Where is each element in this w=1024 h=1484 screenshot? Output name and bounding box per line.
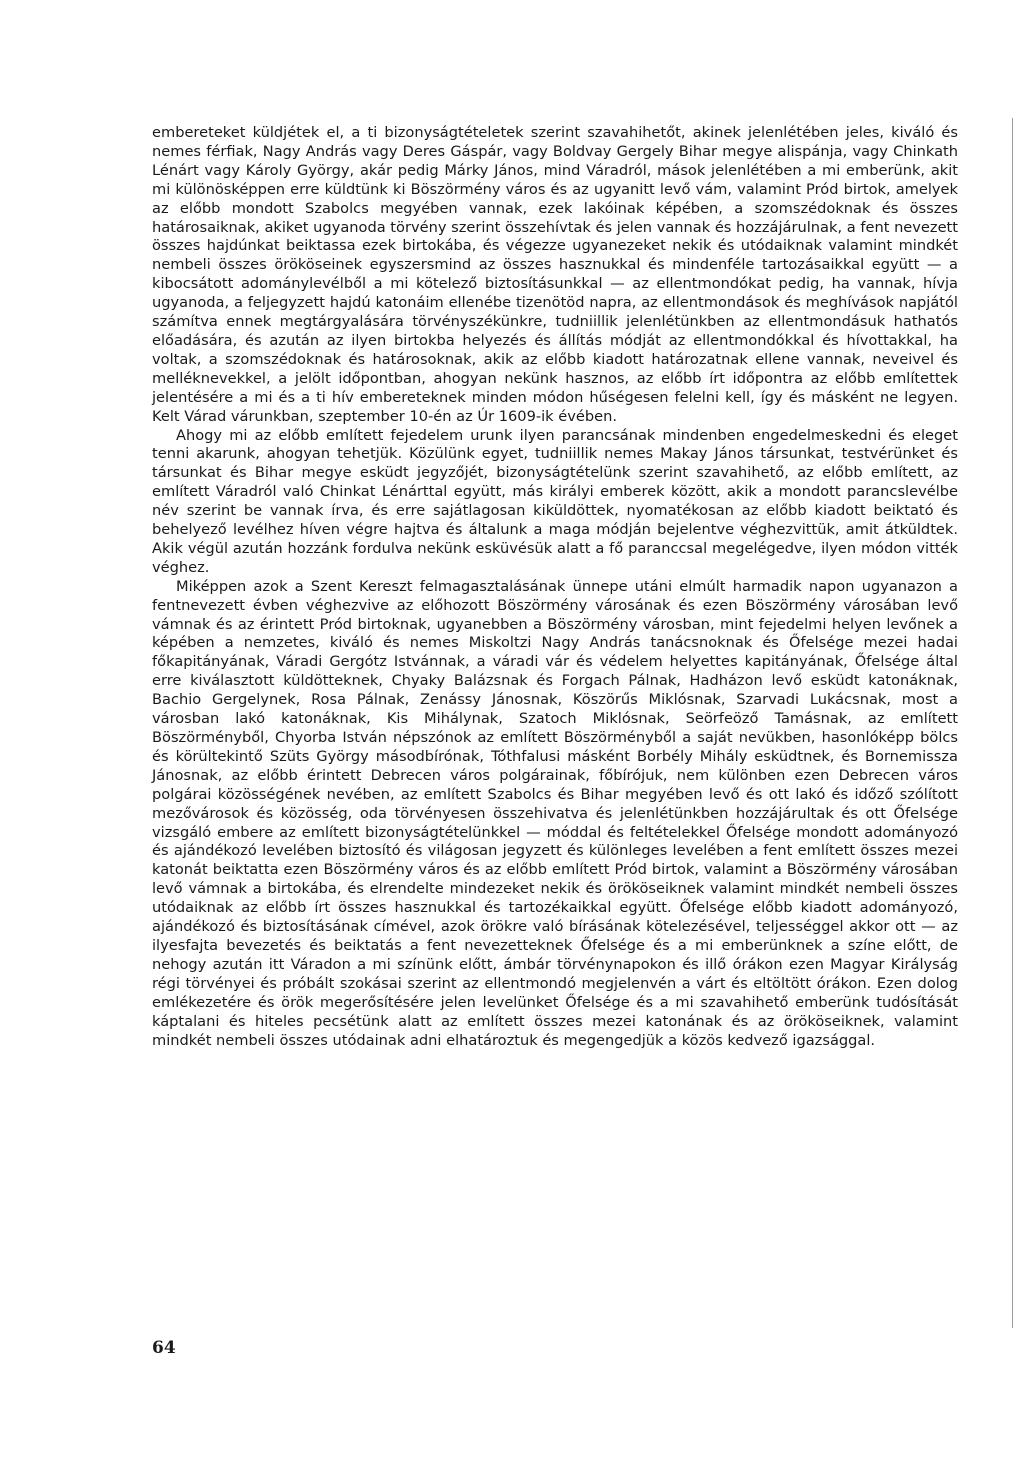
scan-edge-line — [1012, 118, 1013, 1328]
document-page — [152, 124, 958, 1374]
paragraph-continuation: embereteket küldjétek el, a ti bizonyságtételetek szerint szavahihetőt, akinek jelenlétében jeles, kiváló és nemes férfiak, Nagy András vagy Deres Gáspár, vagy Boldvay Gergely Bihar megye alispánja, vagy Chinkath Lénárt vagy Károly György, akár pedig Márky János, mind Váradról, mások jelenlétében a mi emberünk, akit mi különösképpen erre küldtünk ki Böszörmény város és az ugyanitt levő vám, valamint Pród birtok, amelyek az előbb mondott Szabolcs megyében vannak, ezek lakóinak képében, a szomszédoknak és összes határosaiknak, akiket ugyanoda törvény szerint összehívtak és jelen vannak és hozzájárulnak, a fent nevezett összes hajdúnkat beiktassa ezek birtokába, és végezze ugyanezeket nekik és utódaiknak valamint mindkét nembeli összes örököseinek egyszersmind az összes hasznukkal és mindenféle tartozásaikkal együtt — a kibocsátott adománylevélből a mi kötelező biztosításunkkal — az ellentmondókat pedig, ha vannak, hívja ugyanoda, a feljegyzett hajdú katonáim ellenébe tizenötöd napra, az ellentmondások és meghívások napjától számítva ennek megtárgyalására törvényszékünkre, tudniillik jelenlétünkben az ellentmondásuk hathatós előadására, és azután az ilyen birtokba helyezés és állítás módját az ellentmondókkal és hívottakkal, ha voltak, a szomszédoknak és határosoknak, akik az előbb kiadott határozatnak ellene vannak, neveivel és melléknevekkel, a jelölt időpontban, ahogyan nekünk hasznos, az előbb írt időpontra az előbb említettek jelentésére a mi és a ti hív embereteknek minden módon hűségesen felelni kell, így és másként ne legyen. Kelt Várad várunkban, szeptember 10-én az Úr 1609-ik évében. — [152, 124, 958, 425]
body-text — [152, 124, 958, 1050]
paragraph-obedience: Ahogy mi az előbb említett fejedelem urunk ilyen parancsának mindenben engedelmeskedni és eleget tenni akarunk, ahogyan tehetjük. Közülünk egyet, tudniillik nemes Makay János társunkat, testvérünket és társunkat és Bihar megye esküdt jegyzőjét, bizonyságtételünk szerint szavahihető, az előbb említett, az említett Váradról való Chinkat Lénárttal együtt, más királyi emberek között, akik a mondott parancslevélbe név szerint be vannak írva, és erre sajátlagosan kiküldöttek, nyomatékosan az előbb kiadott beiktató és behelyező levélhez híven végre hajtva és általunk a maga módján bejelentve véghezvittük, amit átküldtek. Akik végül azután hozzánk fordulva nekünk esküvésük alatt a fő paranccsal megelégedve, ilyen módon vitték véghez. — [152, 426, 958, 576]
paragraph-installation: Miképpen azok a Szent Kereszt felmagasztalásának ünnepe utáni elmúlt harmadik napon ugyanazon a fentnevezett évben véghezvive az előhozott Böszörmény városának és ezen Böszörmény városában levő vámnak és az érintett Pród birtoknak, ugyanebben a Böszörmény városban, mint fejedelmi helyen levőnek a képében a nemzetes, kiváló és nemes Miskoltzi Nagy András tanácsnoknak és Őfelsége mezei hadai főkapitányának, Váradi Gergótz Istvánnak, a váradi vár és védelem helyettes kapitányának, Őfelsége által erre kiválasztott küldötteknek, Chyaky Balázsnak és Forgach Pálnak, Hadházon levő esküdt katonáknak, Bachio Gergelynek, Rosa Pálnak, Zenássy Jánosnak, Köszörűs Miklósnak, Szarvadi Lukácsnak, most a városban lakó katonáknak, Kis Mihálynak, Szatoch Miklósnak, Seörfeöző Tamásnak, az említett Böszörményből, Chyorba István népszónok az említett Böszörményből a saját nevükben, hasonlóképp bölcs és körültekintő Szüts György másodbírónak, Tóthfalusi másként Borbély Mihály esküdtnek, és Bornemissza Jánosnak, az előbb érintett Debrecen város polgárainak, főbírójuk, nem különben ezen Debrecen város polgárai közösségének nevében, az említett Szabolcs és Bihar megyében levő és ott lakó és időző szólított mezővárosok és közösség, oda törvényesen összehivatva és jelenlétünkben hozzájárultak és ott Őfelsége vizsgáló embere az említett bizonyságtételünkkel — móddal és feltételekkel Őfelsége mondott adományozó és ajándékozó levelében biztosító és világosan jegyzett és különleges levelében a fent említett összes mezei katonát beiktatta ezen Böszörmény város és az előbb említett Pród birtok, valamint a Böszörmény városában levő vámnak a birtokába, és elrendelte mindezeket nekik és örököseiknek valamint mindkét nembeli összes utódaiknak az előbb írt összes hasznukkal és tartozékaikkal együtt. Őfelsége előbb kiadott adományozó, ajándékozó és biztosításának címével, azok örökre való bírásának kötelezésével, teljességgel akkor ott — az ilyesfajta bevezetés és beiktatás a fent nevezetteknek Őfelsége és a mi emberünknek a színe előtt, de nehogy azután itt Váradon a mi színünk előtt, ámbár törvénynapokon és illő órákon ezen Magyar Királyság régi törvényei és próbált szokásai szerint az ellentmondó megjelenvén a várt és eltöltött órákon. Ezen dolog emlékezetére és örök megerősítésére jelen levelünket Őfelsége és a mi szavahihető emberünk tudósítását káptalani és hiteles pecsétünk alatt az említett összes mezei katonának és az örököseiknek, valamint mindkét nembeli összes utódainak adni elhatároztuk és megengedjük a közös kedvező igazsággal. — [152, 577, 958, 1049]
page-number: 64 — [152, 1338, 176, 1358]
